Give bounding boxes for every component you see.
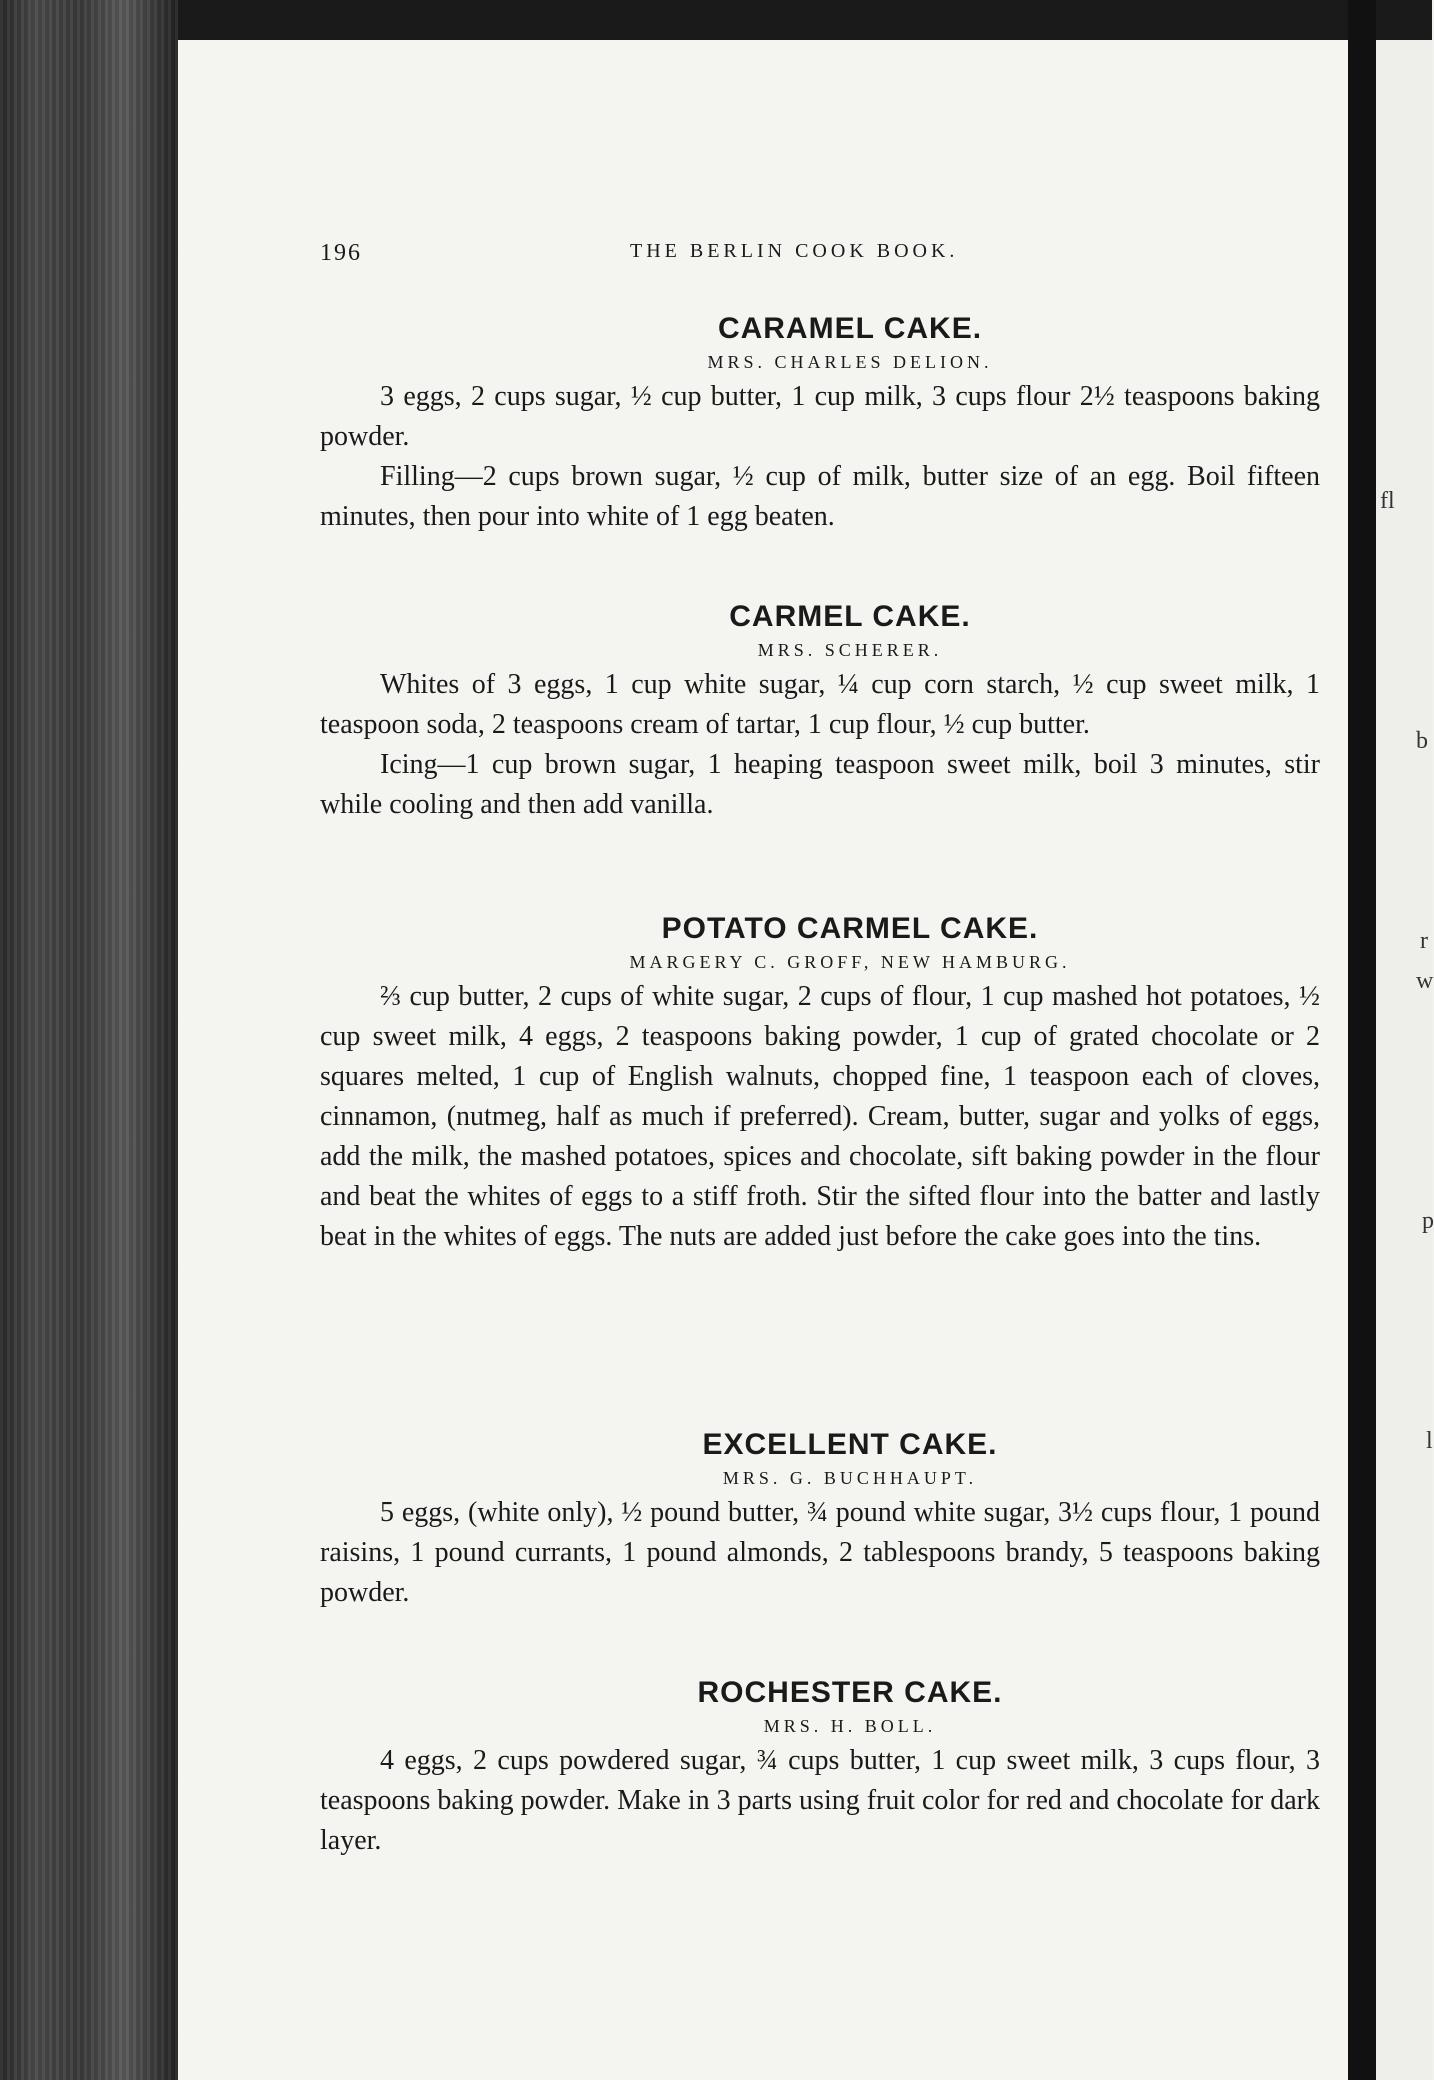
next-page-edge <box>1376 40 1432 2080</box>
recipe-ingredients: Whites of 3 eggs, 1 cup white sugar, ¼ cup corn starch, ½ cup sweet milk, 1 teaspoon soda, 2 teaspoons cream of tartar, 1 cup flour, ½ cup butter. <box>320 669 1320 740</box>
recipe-rochester-cake <box>320 1676 1320 1861</box>
book-spine <box>0 0 178 2080</box>
recipe-ingredients: 3 eggs, 2 cups sugar, ½ cup butter, 1 cup milk, 3 cups flour 2½ teaspoons baking powder. <box>320 381 1320 452</box>
recipe-author: MRS. H. BOLL. <box>763 1716 937 1736</box>
recipe-title: EXCELLENT CAKE. <box>702 1428 998 1461</box>
recipe-carmel-cake <box>320 600 1320 825</box>
recipe-author: MRS. SCHERER. <box>757 640 943 660</box>
page-gutter <box>1348 0 1376 2080</box>
next-page-fragment: p <box>1422 1208 1434 1234</box>
recipe-excellent-cake <box>320 1428 1320 1613</box>
recipe-title: CARAMEL CAKE. <box>717 312 983 345</box>
top-shadow-band <box>0 0 1432 40</box>
recipe-title: ROCHESTER CAKE. <box>697 1676 1003 1709</box>
recipe-author: MARGERY C. GROFF, NEW HAMBURG. <box>629 952 1071 972</box>
next-page-fragment: w <box>1416 968 1434 994</box>
next-page-fragment: l <box>1426 1428 1433 1454</box>
page-number: 196 <box>320 240 362 266</box>
recipe-title: POTATO CARMEL CAKE. <box>661 912 1039 945</box>
next-page-fragment: b <box>1416 728 1428 754</box>
recipe-caramel-cake <box>320 312 1320 537</box>
next-page-fragment: fl <box>1380 488 1395 514</box>
recipe-icing: Icing—1 cup brown sugar, 1 heaping teaspoon sweet milk, boil 3 minutes, stir while cooling and then add vanilla. <box>320 749 1320 820</box>
recipe-title: CARMEL CAKE. <box>729 600 971 633</box>
recipe-author: MRS. CHARLES DELION. <box>707 352 993 372</box>
next-page-fragment: r <box>1420 928 1428 954</box>
recipe-ingredients: 5 eggs, (white only), ½ pound butter, ¾ pound white sugar, 3½ cups flour, 1 pound raisins, 1 pound currants, 1 pound almonds, 2 tablespoons brandy, 5 teaspoons baking powder. <box>320 1497 1320 1608</box>
page-header <box>320 240 1320 274</box>
recipe-author: MRS. G. BUCHHAUPT. <box>722 1468 978 1488</box>
recipe-filling: Filling—2 cups brown sugar, ½ cup of milk, butter size of an egg. Boil fifteen minutes, then pour into white of 1 egg beaten. <box>320 461 1320 532</box>
running-head: THE BERLIN COOK BOOK. <box>630 240 959 262</box>
recipe-ingredients: 4 eggs, 2 cups powdered sugar, ¾ cups butter, 1 cup sweet milk, 3 cups flour, 3 teaspoons baking powder. Make in 3 parts using fruit color for red and chocolate for dark layer. <box>320 1745 1320 1856</box>
recipe-potato-carmel-cake <box>320 912 1320 1257</box>
recipe-instructions: ⅔ cup butter, 2 cups of white sugar, 2 cups of flour, 1 cup mashed hot potatoes, ½ cup sweet milk, 4 eggs, 2 teaspoons baking powder, 1 cup of grated chocolate or 2 squares melted, 1 cup of English walnuts, chopped fine, 1 teaspoon each of cloves, cinnamon, (nutmeg, half as much if preferred). Cream, butter, sugar and yolks of eggs, add the milk, the mashed potatoes, spices and chocolate, sift baking powder in the flour and beat the whites of eggs to a stiff froth. Stir the sifted flour into the batter and lastly beat in the whites of eggs. The nuts are added just before the cake goes into the tins. <box>320 981 1320 1252</box>
